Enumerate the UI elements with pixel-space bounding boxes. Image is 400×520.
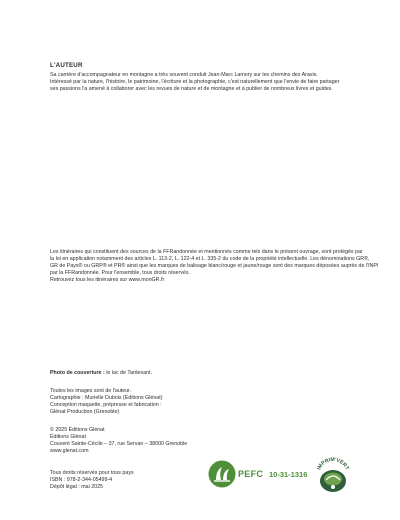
- certification-logos: [207, 455, 357, 500]
- author-heading: L'AUTEUR: [50, 62, 83, 69]
- credits-line: Cartographie : Murielle Dubois (Éditions Glénat): [50, 395, 163, 401]
- copyright-line: www.glenat.com: [50, 448, 89, 454]
- credits-line: Conception maquette, prépresse et fabrication :: [50, 402, 162, 408]
- credits-line: Toutes les images sont de l'auteur.: [50, 388, 132, 394]
- cover-credit-line: [50, 370, 355, 377]
- copyright-line: Couvent Sainte-Cécile – 37, rue Servan – 38000 Grenoble: [50, 441, 188, 447]
- pefc-code: 10-31-1316: [269, 470, 308, 479]
- pefc-label: PEFC: [238, 469, 264, 479]
- legal-notice: [50, 249, 379, 284]
- author-section: [50, 62, 355, 93]
- legal-deposit-line: Dépôt légal : mai 2025: [50, 484, 104, 490]
- pefc-tree-icon: [207, 459, 237, 489]
- cover-credit-label: Photo de couverture :: [50, 370, 105, 376]
- legal-line: par la FFRandonnée. Pour l'ensemble, tous droits réservés.: [50, 270, 190, 276]
- author-line: ses passions l'a amené à collaborer avec les revues de nature et de montagne et à publier de nombreux livres et guides.: [50, 86, 333, 92]
- copyright-line: Éditions Glénat: [50, 434, 86, 440]
- cover-photo-credit: [50, 370, 355, 377]
- credits-line: Glénat Production (Grenoble): [50, 409, 120, 415]
- author-line: Intéressé par la nature, l'histoire, le patrimoine, l'écriture et la photographie, c'est naturellement que l'envie de faire partager: [50, 79, 340, 85]
- legal-line: la loi en application notamment des articles L. 113-2, L. 122-4 et L. 335-2 du code de la propriété intellectuelle. Les dénominations GR®,: [50, 256, 370, 262]
- author-line: Sa carrière d'accompagnateur en montagne a très souvent conduit Jean-Marc Lamory sur les chemins des Aravis.: [50, 72, 318, 78]
- cover-credit-text: le lac de Tardevant.: [104, 370, 153, 376]
- copyright-section: [50, 427, 355, 455]
- rights-line: Tous droits réservés pour tous pays: [50, 470, 134, 476]
- legal-line: Retrouvez tous les itinéraires sur www.monGR.fr: [50, 277, 165, 283]
- copyright-line: © 2025 Éditions Glénat: [50, 427, 105, 433]
- imprim-vert-text: IMPRIM'VERT: [316, 456, 350, 472]
- legal-line: GR de Pays® ou GRP® et PR® ainsi que les marques de balisage blanc/rouge et jaune/rouge sont des marques déposées auprès de l'INPI: [50, 263, 379, 269]
- legal-line: Les itinéraires qui constituent des sources de la FFRandonnée et mentionnés comme tels dans le présent ouvrage, sont protégés par: [50, 249, 363, 255]
- credits-section: [50, 388, 355, 416]
- isbn-line: ISBN : 978-2-344-05499-4: [50, 477, 113, 483]
- imprim-vert-logo: [313, 455, 353, 497]
